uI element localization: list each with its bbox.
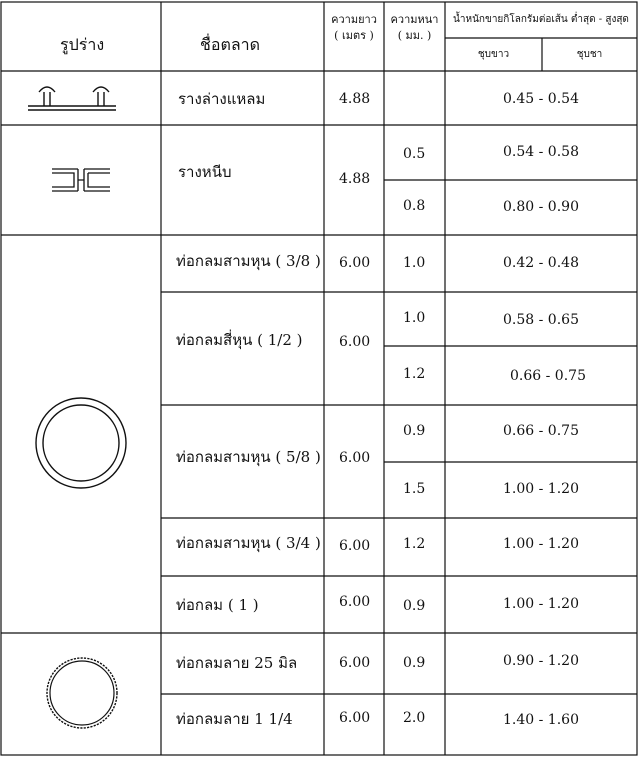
row-weight: 0.54 - 0.58 [503,144,579,160]
row-name: ท่อกลมลาย 25 มิล [176,654,298,672]
header-shape: รูปร่าง [60,35,105,54]
row-thickness: 0.9 [403,598,426,614]
row-thickness: 1.0 [403,255,426,271]
row-thickness: 1.5 [403,481,426,497]
row-name: ท่อกลมสามหุน ( 5/8 ) [176,448,321,466]
header-weight: น้ำหนักขายกิโลกรัมต่อเส้น ต่ำสุด - สูงสุด [453,14,629,25]
row-weight: 0.90 - 1.20 [503,653,579,669]
row-name: ท่อกลมสี่หุน ( 1/2 ) [176,331,303,349]
row-length: 4.88 [339,171,371,187]
header-thickness: ความหนา [390,13,439,26]
row-weight: 0.58 - 0.65 [503,312,579,328]
row-weight: 0.66 - 0.75 [503,423,579,439]
clip-rail-profile-icon [50,165,112,195]
row-length: 4.88 [339,91,371,107]
round-tube-icon [33,395,129,491]
row-weight: 1.00 - 1.20 [503,481,579,497]
row-length: 6.00 [339,450,371,466]
row-length: 6.00 [339,255,371,271]
header-thickness-unit: ( มม. ) [397,29,432,42]
row-thickness: 0.9 [403,423,426,439]
row-weight: 0.80 - 0.90 [503,199,579,215]
row-name: ท่อกลม ( 1 ) [176,596,259,614]
row-weight: 1.00 - 1.20 [503,536,579,552]
row-thickness: 2.0 [403,710,426,726]
row-name: ท่อกลมสามหุน ( 3/8 ) [176,252,321,270]
row-thickness: 0.8 [403,198,426,214]
patterned-round-tube-icon [44,655,120,731]
row-thickness: 0.9 [403,655,426,671]
row-weight: 0.42 - 0.48 [503,255,579,271]
row-thickness: 0.5 [403,146,426,162]
header-market-name: ชื่อตลาด [200,35,261,54]
row-thickness: 1.0 [403,310,426,326]
row-length: 6.00 [339,538,371,554]
row-name: ท่อกลมสามหุน ( 3/4 ) [176,534,321,552]
row-weight: 0.66 - 0.75 [510,368,586,384]
row-length: 6.00 [339,334,371,350]
header-length-unit: ( เมตร ) [334,29,374,42]
row-name: ท่อกลมลาย 1 1/4 [176,710,293,728]
row-weight: 1.00 - 1.20 [503,596,579,612]
row-length: 6.00 [339,710,371,726]
row-name: รางล่างแหลม [178,90,266,108]
bottom-rail-profile-icon [24,80,120,116]
row-length: 6.00 [339,655,371,671]
row-thickness: 1.2 [403,536,426,552]
header-finish-tea: ชุบชา [576,49,603,60]
row-weight: 0.45 - 0.54 [503,91,579,107]
header-finish-white: ชุบขาว [477,49,510,60]
row-name: รางหนีบ [178,163,232,181]
row-length: 6.00 [339,594,371,610]
header-length: ความยาว [331,13,377,26]
row-thickness: 1.2 [403,366,426,382]
row-weight: 1.40 - 1.60 [503,712,579,728]
